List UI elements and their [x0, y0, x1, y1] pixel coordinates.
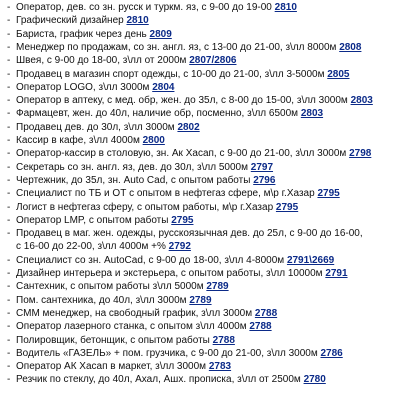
- vacancy-code-link[interactable]: 2795: [275, 201, 299, 213]
- job-description: Специалист со зн. AutoCad, с 9-00 до 18-00, з\лл 4-8000м: [16, 254, 285, 266]
- job-line: [0, 29, 400, 41]
- job-line: [0, 348, 400, 360]
- vacancy-code-link[interactable]: 2788: [249, 321, 272, 333]
- job-description: Чертежник, до 35л, зн. Auto Cad, с опытом работы: [16, 174, 251, 186]
- job-line: [0, 241, 400, 253]
- vacancy-code-link[interactable]: 2786: [320, 347, 343, 359]
- job-line: [0, 268, 400, 280]
- vacancy-code-link[interactable]: 2796: [253, 174, 276, 186]
- bullet-marker: -: [7, 228, 11, 240]
- bullet-marker: -: [7, 161, 11, 173]
- vacancy-code-link[interactable]: 2803: [350, 95, 373, 107]
- job-line: [0, 255, 400, 267]
- job-description: Сантехник, с опытом работы з\лл 5000м: [16, 281, 204, 293]
- job-description: Секретарь со зн. англ. яз, дев. до 30л, з\лл 5000м: [16, 161, 248, 173]
- job-line: [0, 69, 400, 81]
- job-line: [0, 15, 400, 27]
- job-line: [0, 281, 400, 293]
- vacancy-code-link[interactable]: 2780: [303, 374, 326, 386]
- vacancy-code-link[interactable]: 2791: [325, 268, 348, 279]
- job-description: Оператор-кассир в столовую, зн. Ак Хасап, с 9-00 до 21-00, з\лл 3000м: [16, 148, 347, 160]
- bullet-marker: -: [7, 174, 11, 186]
- job-description: Пом. сантехника, до 40л, з\лл 3000м: [16, 294, 187, 306]
- job-description: Оператор АК Хасап в маркет, з\лл 3000м: [16, 361, 207, 373]
- job-line: [0, 135, 400, 147]
- vacancy-code-link[interactable]: 2791\2669: [286, 254, 335, 266]
- vacancy-code-link[interactable]: 2795: [317, 188, 340, 200]
- bullet-marker: -: [7, 41, 11, 53]
- vacancy-code-link[interactable]: 2789: [189, 294, 212, 306]
- vacancy-code-link[interactable]: 2788: [254, 307, 278, 319]
- job-line: [0, 175, 400, 187]
- job-line: [0, 202, 400, 214]
- vacancy-code-link[interactable]: 2803: [300, 108, 324, 120]
- bullet-marker: -: [7, 148, 11, 160]
- bullet-marker: -: [7, 321, 11, 333]
- job-description: Продавец в маг. жен. одежды, русскоязычная дев. до 25л, с 9-00 до 16-00,: [16, 228, 363, 240]
- job-line: [0, 361, 400, 373]
- job-line: [0, 295, 400, 307]
- job-description: Оператор, дев. со зн. русск и туркм. яз, с 9-00 до 19-00: [16, 2, 272, 13]
- job-description: Резчик по стеклу, до 40л, Ахал, Ашх. прописка, з\лл от 2500м: [16, 374, 301, 386]
- bullet-marker: -: [7, 81, 11, 93]
- job-description: Оператор LOGO, з\лл 3000м: [16, 81, 150, 93]
- vacancy-code-link[interactable]: 2802: [177, 121, 200, 133]
- bullet-marker: -: [7, 254, 11, 266]
- bullet-marker: -: [7, 15, 11, 27]
- job-description: Оператор в аптеку, с мед. обр, жен. до 35л, с 8-00 до 15-00, з\лл 3000м: [16, 95, 348, 107]
- vacancy-code-link[interactable]: 2804: [152, 81, 175, 93]
- bullet-marker: -: [7, 2, 11, 13]
- vacancy-code-link[interactable]: 2788: [212, 334, 235, 346]
- job-description: Швея, с 9-00 до 18-00, з\лл от 2000м: [16, 55, 187, 67]
- job-description: Фармацевт, жен. до 40л, наличие обр, посменно, з\лл 6500м: [16, 108, 299, 120]
- job-description: Оператор лазерного станка, с опытом з\лл 4000м: [16, 321, 247, 333]
- bullet-marker: -: [7, 268, 11, 279]
- bullet-marker: -: [7, 294, 11, 306]
- job-description: Оператор LMP, с опытом работы: [16, 214, 169, 226]
- vacancy-code-link[interactable]: 2808: [339, 41, 362, 53]
- job-line: [0, 2, 400, 14]
- vacancy-code-link[interactable]: 2792: [168, 241, 191, 253]
- bullet-marker: -: [7, 121, 11, 133]
- vacancy-code-link[interactable]: 2800: [142, 135, 165, 146]
- job-line: [0, 162, 400, 174]
- job-description: Специалист по ТБ и ОТ с опытом в нефтегаз сфере, м\р г.Хазар: [16, 188, 315, 200]
- job-line: [0, 321, 400, 333]
- vacancy-code-link[interactable]: 2810: [126, 15, 149, 27]
- job-description: Водитель «ГАЗЕЛЬ» + пом. грузчика, с 9-00 до 21-00, з\лл 3000м: [16, 347, 318, 359]
- job-description: Кассир в кафе, з\лл 4000м: [16, 135, 140, 146]
- job-description: СММ менеджер, на свободный график, з\лл 3000м: [16, 307, 253, 319]
- bullet-marker: -: [7, 214, 11, 226]
- job-description: Логист в нефтегаз сферу, с опытом работы, м\р г.Хазар: [16, 201, 274, 213]
- job-description: Графический дизайнер: [16, 15, 124, 27]
- job-description: Дизайнер интерьера и экстерьера, с опытом работы, з\лл 10000м: [16, 268, 323, 279]
- bullet-marker: -: [7, 307, 11, 319]
- vacancy-code-link[interactable]: 2810: [274, 2, 297, 13]
- bullet-marker: -: [7, 95, 11, 107]
- vacancy-code-link[interactable]: 2797: [250, 161, 274, 173]
- bullet-marker: -: [7, 28, 11, 40]
- job-description: Продавец в магазин спорт одежды, с 10-00 до 21-00, з\лл 3-5000м: [16, 68, 325, 80]
- bullet-marker: -: [7, 68, 11, 80]
- job-line: [0, 82, 400, 94]
- job-line: [0, 374, 400, 386]
- job-description: Продавец дев. до 30л, з\лл 3000м: [16, 121, 175, 133]
- job-line: [0, 308, 400, 320]
- job-line: [0, 42, 400, 54]
- job-line: [0, 188, 400, 200]
- job-line: [0, 228, 400, 240]
- job-description: Бариста, график через день: [16, 28, 147, 40]
- bullet-marker: -: [7, 55, 11, 67]
- job-line: [0, 122, 400, 134]
- job-description: Полировщик, бетонщик, с опытом работы: [16, 334, 210, 346]
- job-line: [0, 215, 400, 227]
- vacancy-code-link[interactable]: 2789: [206, 281, 229, 293]
- vacancy-code-link[interactable]: 2809: [149, 28, 172, 40]
- bullet-marker: -: [7, 281, 11, 293]
- vacancy-code-link[interactable]: 2798: [349, 148, 372, 160]
- bullet-marker: -: [7, 201, 11, 213]
- vacancy-code-link[interactable]: 2795: [171, 214, 194, 226]
- bullet-marker: -: [7, 361, 11, 373]
- bullet-marker: -: [7, 108, 11, 120]
- job-line: [0, 95, 400, 107]
- job-line: [0, 55, 400, 67]
- bullet-marker: -: [7, 334, 11, 346]
- bullet-marker: -: [7, 374, 11, 386]
- job-line: [0, 335, 400, 347]
- job-line: [0, 148, 400, 160]
- bullet-marker: -: [7, 135, 11, 146]
- vacancy-code-link[interactable]: 2805: [327, 68, 350, 80]
- bullet-marker: -: [7, 347, 11, 359]
- job-line: [0, 108, 400, 120]
- vacancy-code-link[interactable]: 2807/2806: [189, 55, 237, 67]
- bullet-marker: -: [7, 188, 11, 200]
- job-description: Менеджер по продажам, со зн. англ. яз, с 13-00 до 21-00, з\лл 8000м: [16, 41, 337, 53]
- vacancy-code-link[interactable]: 2783: [208, 361, 232, 373]
- job-description: с 16-00 до 22-00, з\лл 4000м +%: [16, 241, 166, 253]
